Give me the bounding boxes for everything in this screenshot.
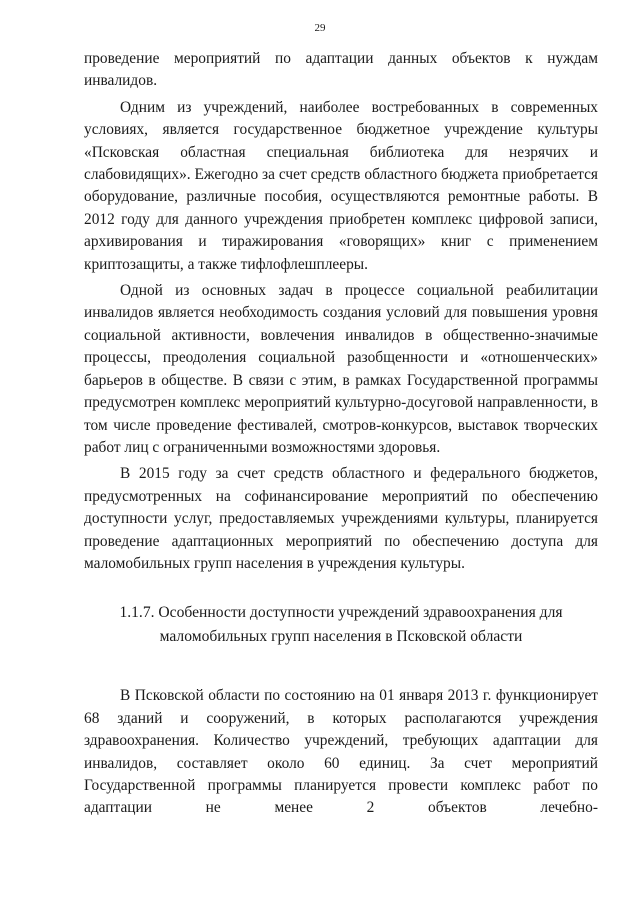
paragraph-healthcare: В Псковской области по состоянию на 01 января 2013 г. функционирует 68 зданий и сооружений, в которых располагаются учреждения здравоохранения. Количество учреждений, требующих адаптации для инвалидов, составляет около 60 единиц. За счет мероприятий Государственной программы планируется провести комплекс работ по адаптации не менее 2 объектов лечебно- — [84, 687, 598, 817]
section-heading-line-2: маломобильных групп населения в Псковской области — [159, 628, 523, 646]
paragraph-social-rehabilitation: Одной из основных задач в процессе социальной реабилитации инвалидов является необходимость создания условий для повышения уровня социальной активности, вовлечения инвалидов в общественно-значимые процессы, преодоления социальной разобщенности и «отношенческих» барьеров в обществе. В связи с этим, в рамках Государственной программы предусмотрен комплекс мероприятий культурно-досуговой направленности, в том числе проведение фестивалей, смотров-конкурсов, выставок творческих работ лиц с ограниченными возможностями здоровья. — [84, 282, 598, 456]
section-heading — [84, 601, 598, 649]
paragraph-library: Одним из учреждений, наиболее востребованных в современных условиях, является государственное бюджетное учреждение культуры «Псковская областная специальная библиотека для незрячих и слабовидящих». Ежегодно за счет средств областного бюджета приобретается оборудование, различные пособия, осуществляются ремонтные работы. В 2012 году для данного учреждения приобретен комплекс цифровой записи, архивирования и тиражирования «говорящих» книг с применением криптозащиты, а также тифлофлешплееры. — [84, 98, 598, 273]
document-body — [84, 48, 598, 824]
page-number: 29 — [314, 22, 326, 34]
section-heading-line-1: 1.1.7. Особенности доступности учреждений здравоохранения для — [119, 604, 563, 622]
paragraph-continuation: проведение мероприятий по адаптации данных объектов к нуждам инвалидов. — [84, 50, 598, 90]
paragraph-2015-funding: В 2015 году за счет средств областного и федерального бюджетов, предусмотренных на софинансирование мероприятий по обеспечению доступности услуг, предоставляемых учреждениями культуры, планируется проведение адаптационных мероприятий по обеспечению доступа для маломобильных групп населения в учреждения культуры. — [84, 465, 598, 572]
